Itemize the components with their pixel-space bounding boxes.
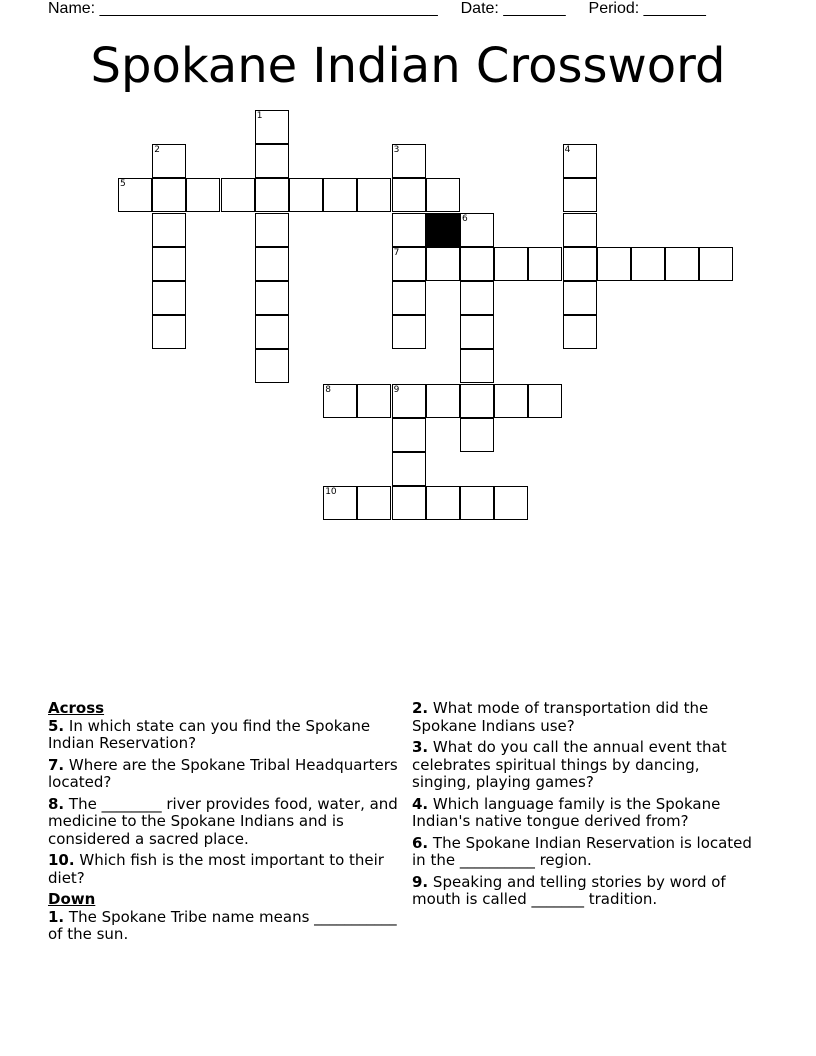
clue-text: In which state can you find the Spokane Indian Reservation? [48,716,371,752]
crossword-cell[interactable] [255,281,289,315]
crossword-cell[interactable] [460,418,494,452]
crossword-cell[interactable] [392,452,426,486]
clue-number: 10. [48,851,75,869]
date-field-label[interactable]: Date: _______ [460,0,566,17]
crossword-cell[interactable] [255,315,289,349]
clue-down-4 [412,796,762,831]
crossword-cell[interactable] [426,178,460,212]
crossword-cell[interactable] [563,213,597,247]
clue-text: What mode of transportation did the Spokane Indians use? [412,699,709,735]
crossword-cell[interactable] [631,247,665,281]
name-field-label[interactable]: Name: ______________________________________ [48,0,438,17]
clue-number: 8. [48,794,65,813]
crossword-cell[interactable] [426,247,460,281]
crossword-cell[interactable] [186,178,220,212]
crossword-cell[interactable] [699,247,733,281]
clue-number: 5. [48,716,65,735]
clue-number: 7. [48,755,65,774]
page-title: Spokane Indian Crossword [90,38,726,94]
clue-down-3 [412,739,762,792]
clue-number: 1. [48,907,65,926]
crossword-cell[interactable] [494,384,528,418]
crossword-cell[interactable] [460,315,494,349]
crossword-cell[interactable] [392,213,426,247]
crossword-cell[interactable] [152,247,186,281]
clues-left-column [48,700,398,948]
crossword-cell[interactable] [392,418,426,452]
clue-across-10 [48,852,398,887]
crossword-cell[interactable] [255,178,289,212]
crossword-cell[interactable] [528,247,562,281]
crossword-cell[interactable] [460,486,494,520]
crossword-cell[interactable] [118,178,152,212]
crossword-cell[interactable] [323,178,357,212]
crossword-cell[interactable] [323,384,357,418]
cell-number: 6 [462,213,468,224]
cell-number: 8 [325,384,331,395]
crossword-cell[interactable] [392,315,426,349]
crossword-cell[interactable] [152,315,186,349]
cell-number: 9 [393,384,400,395]
cell-number: 10 [325,487,337,498]
clue-text: What do you call the annual event that celebrates spiritual things by dancing, singing, playing games? [412,738,727,791]
cell-number: 4 [564,145,571,156]
clue-across-8 [48,796,398,849]
crossword-cell[interactable] [392,486,426,520]
crossword-cell[interactable] [392,178,426,212]
crossword-cell[interactable] [152,281,186,315]
crossword-cell[interactable] [323,486,357,520]
crossword-cell[interactable] [392,247,426,281]
cell-number: 2 [154,145,160,156]
cell-number: 3 [393,145,400,156]
clue-down-9 [412,874,762,909]
cell-number: 1 [256,111,263,121]
down-heading: Down [48,890,96,908]
clue-number: 6. [412,833,429,852]
crossword-cell[interactable] [221,178,255,212]
crossword-cell[interactable] [563,178,597,212]
crossword-cell[interactable] [255,110,289,144]
crossword-cell[interactable] [563,247,597,281]
crossword-cell[interactable] [665,247,699,281]
clue-text: The Spokane Indian Reservation is located in the __________ region. [412,833,752,869]
crossword-cell[interactable] [255,213,289,247]
crossword-cell[interactable] [255,349,289,383]
clue-down-6 [412,835,762,870]
across-heading: Across [48,699,105,717]
clue-number: 9. [412,872,429,891]
crossword-cell[interactable] [357,384,391,418]
clue-text: The Spokane Tribe name means ___________ of the sun. [48,907,397,943]
crossword-cell[interactable] [460,349,494,383]
crossword-cell[interactable] [597,247,631,281]
crossword-cell[interactable] [255,144,289,178]
cell-number: 5 [120,179,126,190]
crossword-cell[interactable] [460,281,494,315]
clue-text: The ________ river provides food, water, and medicine to the Spokane Indians and is considered a sacred place. [48,794,398,848]
crossword-cell[interactable] [289,178,323,212]
crossword-cell[interactable] [392,384,426,418]
crossword-cell[interactable] [152,144,186,178]
clue-across-7 [48,757,398,792]
crossword-cell[interactable] [563,315,597,349]
blocked-cell [426,213,460,247]
crossword-cell[interactable] [392,144,426,178]
clue-text: Which language family is the Spokane Indian's native tongue derived from? [412,794,721,830]
clue-text: Where are the Spokane Tribal Headquarters located? [48,755,398,791]
crossword-cell[interactable] [152,178,186,212]
crossword-cell[interactable] [392,281,426,315]
clue-text: Which fish is the most important to their diet? [48,851,384,887]
clue-number: 4. [412,794,429,813]
crossword-cell[interactable] [528,384,562,418]
crossword-cell[interactable] [563,281,597,315]
cell-number: 7 [393,247,400,258]
crossword-cell[interactable] [563,144,597,178]
period-field-label[interactable]: Period: _______ [588,0,706,17]
clue-text: Speaking and telling stories by word of mouth is called _______ tradition. [412,872,726,908]
crossword-cell[interactable] [426,486,460,520]
crossword-cell[interactable] [494,486,528,520]
crossword-cell[interactable] [460,247,494,281]
clue-down-1 [48,909,398,944]
clue-number: 2. [412,699,429,717]
clue-across-5 [48,718,398,753]
clue-down-2 [412,700,762,735]
crossword-cell[interactable] [357,486,391,520]
crossword-cell[interactable] [426,384,460,418]
crossword-cell[interactable] [357,178,391,212]
crossword-cell[interactable] [255,247,289,281]
crossword-cell[interactable] [460,384,494,418]
clues-right-column [412,700,762,913]
crossword-cell[interactable] [494,247,528,281]
crossword-cell[interactable] [152,213,186,247]
crossword-cell[interactable] [460,213,494,247]
clue-number: 3. [412,738,429,756]
